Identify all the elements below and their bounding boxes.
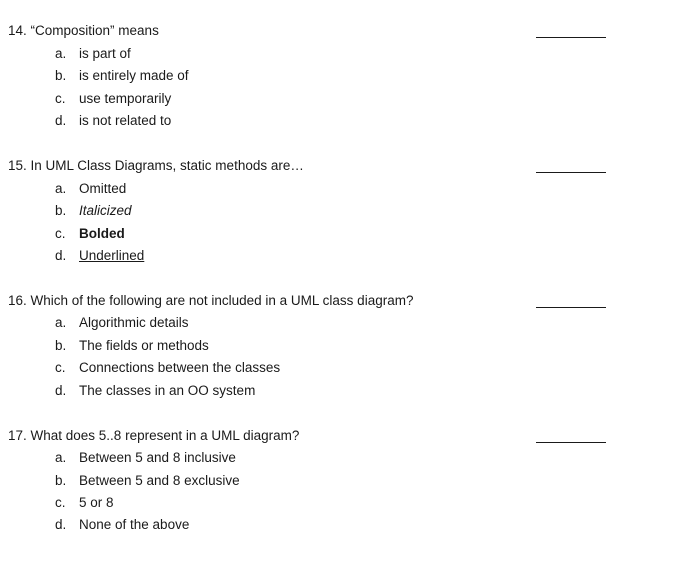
option-text: Italicized xyxy=(79,203,132,218)
option-text: Omitted xyxy=(79,181,127,196)
option-letter: b. xyxy=(55,203,67,218)
option-letter: c. xyxy=(55,495,66,510)
option-letter: d. xyxy=(55,517,67,532)
option-text: use temporarily xyxy=(79,91,172,106)
option-text: Bolded xyxy=(79,226,125,241)
option-letter: c. xyxy=(55,360,66,375)
option-letter: b. xyxy=(55,473,67,488)
option-letter: d. xyxy=(55,383,67,398)
option-text: Connections between the classes xyxy=(79,360,281,375)
answer-blank xyxy=(536,442,606,443)
option-text: is not related to xyxy=(79,113,172,128)
option-letter: a. xyxy=(55,450,67,465)
answer-blank xyxy=(536,37,606,38)
option-text: Between 5 and 8 inclusive xyxy=(79,450,236,465)
option-text: is part of xyxy=(79,46,131,61)
option-letter: a. xyxy=(55,181,67,196)
option-text: The classes in an OO system xyxy=(79,383,256,398)
option-letter: c. xyxy=(55,226,66,241)
question-text: 15. In UML Class Diagrams, static methods are… xyxy=(8,158,304,173)
question-text: 17. What does 5..8 represent in a UML diagram? xyxy=(8,428,300,443)
option-letter: b. xyxy=(55,338,67,353)
question-text: 16. Which of the following are not included in a UML class diagram? xyxy=(8,293,414,308)
option-text: Between 5 and 8 exclusive xyxy=(79,473,240,488)
option-text: is entirely made of xyxy=(79,68,189,83)
option-text: Algorithmic details xyxy=(79,315,189,330)
option-text: 5 or 8 xyxy=(79,495,114,510)
option-text: The fields or methods xyxy=(79,338,209,353)
option-text: Underlined xyxy=(79,248,145,263)
option-letter: a. xyxy=(55,315,67,330)
answer-blank xyxy=(536,307,606,308)
option-letter: d. xyxy=(55,248,67,263)
option-letter: d. xyxy=(55,113,67,128)
option-text: None of the above xyxy=(79,517,190,532)
option-letter: b. xyxy=(55,68,67,83)
answer-blank xyxy=(536,172,606,173)
option-letter: c. xyxy=(55,91,66,106)
option-letter: a. xyxy=(55,46,67,61)
question-text: 14. “Composition” means xyxy=(8,23,159,38)
